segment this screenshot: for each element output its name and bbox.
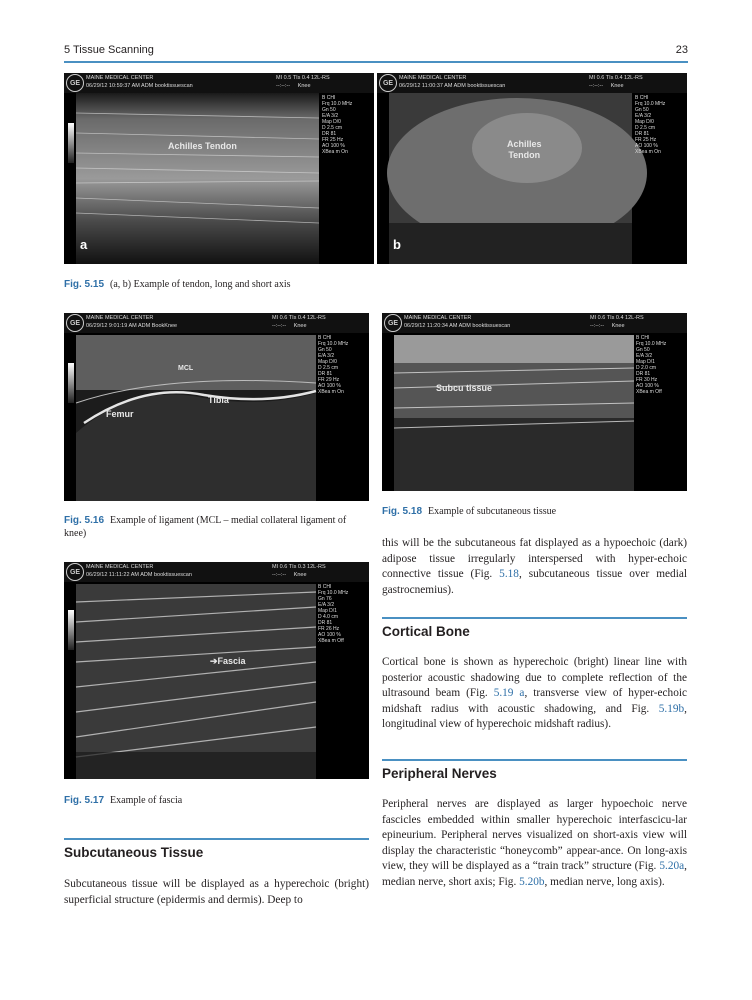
heading-subcutaneous-tissue: Subcutaneous Tissue: [64, 845, 204, 860]
scan-parameters: B CHI Frq 10.0 MHz Gn 50 E/A 3/2 Map D/0 D 2.5 cm DR 81 FR 25 Hz AO 100 % XBea m On: [322, 95, 353, 155]
scan-parameters: B CHI Frq 10.0 MHz Gn 50 E/A 3/2 Map D/0 D 2.5 cm DR 81 FR 29 Hz AO 100 % XBea m On: [318, 335, 349, 395]
preset-row: --:--:-- Knee: [276, 82, 311, 89]
panel-letter-b: b: [393, 237, 401, 252]
ge-logo-icon: GE: [384, 314, 402, 332]
grayscale-bar: [68, 610, 74, 650]
heading-cortical-bone: Cortical Bone: [382, 624, 470, 639]
ge-logo-icon: GE: [66, 314, 84, 332]
section-rule: [382, 617, 687, 619]
figure-link[interactable]: 5.19b: [658, 702, 685, 715]
scan-datetime: 06/29/12 10:59:37 AM ADM booktissuescan: [86, 82, 193, 89]
scan-parameters: B CHI Frq 10.0 MHz Gn 76 E/A 3/2 Map D/1 D 4.0 cm DR 81 FR 26 Hz AO 100 % XBea m Off: [318, 584, 349, 644]
ultrasound-image-fig-5-15a: [64, 73, 374, 264]
grayscale-bar: [68, 363, 74, 403]
paragraph-peripheral-nerves: Peripheral nerves are displayed as larger hypoechoic nerve fascicles embedded within smaller hyperechoic interfascicu-lar epineurium. Peripheral nerves visualized on short-axis view will display the characteristic “honeycomb” appear-ance. On long-axis view, they will be displayed as a “train track” structure (Fig. 5.20a, median nerve, short axis; Fig. 5.20b, median nerve, long axis).: [382, 798, 687, 888]
heading-peripheral-nerves: Peripheral Nerves: [382, 766, 497, 781]
ge-logo-icon: GE: [66, 563, 84, 581]
header-rule: [64, 61, 688, 63]
running-head: [64, 44, 688, 62]
institution-label: MAINE MEDICAL CENTER: [86, 75, 154, 81]
figure-link[interactable]: 5.20b: [519, 875, 545, 888]
paragraph-subcutaneous-1: Subcutaneous tissue will be displayed as a hyperechoic (bright) superficial structure (epidermis and dermis). Deep to: [64, 878, 369, 906]
achilles-tendon-label: Achilles Tendon: [168, 141, 237, 151]
ultrasound-image-fig-5-18: [382, 313, 687, 491]
subcu-tissue-label: Subcu tissue: [436, 383, 493, 393]
ultrasound-image-fig-5-16: [64, 313, 369, 501]
mi-ti-readout: MI 0.5 TIs 0.4 12L-RS: [276, 75, 330, 81]
panel-letter-a: a: [80, 237, 88, 252]
fascia-label: ➔Fascia: [210, 656, 246, 666]
figure-link[interactable]: 5.18: [499, 568, 519, 581]
femur-label: Femur: [106, 409, 134, 419]
scanner-header: GE MAINE MEDICAL CENTER 06/29/12 11:11:22 AM ADM booktissuescan MI 0.6 TIs 0.3 12L-RS --:--:-- Knee: [64, 562, 369, 582]
scanner-header: GE MAINE MEDICAL CENTER 06/29/12 11:20:34 AM ADM booktissuescan MI 0.6 TIs 0.4 12L-RS --:--:-- Knee: [382, 313, 687, 333]
tibia-label: Tibia: [208, 395, 229, 405]
achilles-tendon-label: Achilles Tendon: [507, 139, 542, 160]
scan-parameters: B CHI Frq 10.0 MHz Gn 50 E/A 3/2 Map D/0 D 2.5 cm DR 81 FR 25 Hz AO 100 % XBea m On: [635, 95, 666, 155]
ultrasound-image-fig-5-15b: [377, 73, 687, 264]
caption-fig-5-17: Fig. 5.17 Example of fascia: [64, 795, 183, 806]
chapter-title: 5 Tissue Scanning: [64, 44, 154, 56]
figure-link[interactable]: 5.19: [493, 687, 514, 700]
figure-link[interactable]: 5.20a: [659, 860, 685, 873]
ultrasound-image-fig-5-17: [64, 562, 369, 779]
page-number: 23: [675, 44, 688, 56]
mcl-label: MCL: [178, 365, 194, 372]
section-rule: [382, 759, 687, 761]
arrow-icon: ➔: [210, 656, 218, 666]
ge-logo-icon: GE: [379, 74, 397, 92]
ge-logo-icon: GE: [66, 74, 84, 92]
caption-fig-5-15: Fig. 5.15 (a, b) Example of tendon, long and short axis: [64, 279, 291, 290]
caption-fig-5-16: Fig. 5.16 Example of ligament (MCL – medial collateral ligament of knee): [64, 515, 347, 539]
caption-fig-5-18: Fig. 5.18 Example of subcutaneous tissue: [382, 506, 557, 517]
grayscale-bar: [68, 123, 74, 163]
scanner-header: [64, 73, 374, 93]
section-rule: [64, 838, 369, 840]
figure-link[interactable]: a: [513, 687, 525, 700]
scanner-header: GE MAINE MEDICAL CENTER 06/29/12 11:00:37 AM ADM booktissuescan MI 0.6 TIs 0.4 12L-RS --:--:-- Knee: [377, 73, 687, 93]
scan-parameters: B CHI Frq 10.0 MHz Gn 50 E/A 3/2 Map D/1 D 2.0 cm DR 81 FR 30 Hz AO 100 % XBea m Off: [636, 335, 667, 395]
paragraph-subcutaneous-2: this will be the subcutaneous fat displayed as a hypoechoic (dark) adipose tissue irregularly interspersed with hyper-echoic connective tissue (Fig. 5.18, subcutaneous tissue over medial gastrocnemius).: [382, 537, 687, 596]
paragraph-cortical-bone: Cortical bone is shown as hyperechoic (bright) linear line with posterior acoustic shadowing due to complete reflection of the ultrasound beam (Fig. 5.19 a, transverse view of hyper-echoic midshaft radius with acoustic shadowing, and Fig. 5.19b, longitudinal view of hyperechoic midshaft radius).: [382, 656, 687, 731]
scanner-header: GE MAINE MEDICAL CENTER 06/29/12 9:01:19 AM ADM BookKnee MI 0.6 TIs 0.4 12L-RS --:--:-- Knee: [64, 313, 369, 333]
